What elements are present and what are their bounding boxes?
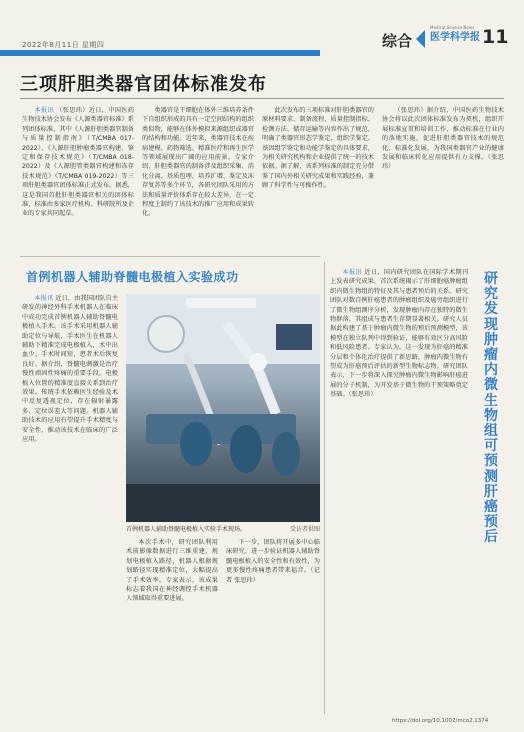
issue-date: 2022年8月11日 星期四 <box>22 41 105 49</box>
article3-byline: 本报讯 <box>342 269 362 276</box>
section-arrow-icon <box>416 30 425 48</box>
article3-text: 近日，国内研究团队在国际学术期刊上发表研究成果，首次系统揭示了肝细胞癌肿瘤组织内微生物组的特征及其与患者预后的关系。研究团队对数百例肝癌患者的肿瘤组织及癌旁组织进行了微生物组测序分析，发现肿瘤内存在独特的微生物群落，其组成与患者生存期显著相关。研究人员据此构建了基于肿瘤内微生物的预后预测模型，该模型在独立队列中得到验证，能够有效区分高风险和低风险患者。专家认为，这一发现为肝癌的精准分层和个体化治疗提供了新思路，肿瘤内微生物有望成为肝癌预后评估的新型生物标志物。研究团队表示，下一步将深入探究肿瘤内微生物影响肝癌进展的分子机制，为开发基于微生物的干预策略奠定基础。 <box>330 269 468 399</box>
surgery-photo <box>126 294 320 522</box>
doi-link[interactable]: https://doi.org/10.1002/mco2.1374 <box>392 718 489 724</box>
article1-text-2: 类器官是干细胞在体外三维培养条件下自组织形成的具有一定空间结构的组织类似物，能够在体外模拟来源组织或器官的结构和功能。近年来，类器官技术在疾病建模、药物筛选、精准医疗和再生医学等领域展现出广阔的应用前景。专家介绍，肝胆类器官的制备涉及组织采集、消化分离、基质包埋、培养扩增、鉴定及冻存复苏等多个环节，各研究团队采用的方法和质量评价体系存在较大差异，在一定程度上制约了该技术的推广应用和成果转化。 <box>142 107 254 218</box>
operating-room-illustration <box>126 294 320 522</box>
article2-column-1 <box>22 294 118 714</box>
article2-column-2 <box>126 538 218 714</box>
article-divider <box>20 256 320 257</box>
article2-byline: 本报讯 <box>34 295 54 302</box>
article2-text-1: 近日，由我国团队自主研发的神经外科手术机器人在临床中成功完成首例机器人辅助脊髓电极植入手术。该手术采用机器人辅助定位与导航，手术医生在机器人辅助下精准完成电极植入，术中出血少、手术时间短，患者术后恢复良好。据介绍，脊髓电刺激是治疗慢性顽固性疼痛的重要手段，电极植入位置的精准度直接关系到治疗效果。传统手术依赖医生经验及术中反复透视定位，存在辐射暴露多、定位误差大等问题。机器人辅助技术的应用有望提升手术精度与安全性，推动该技术在临床的广泛应用。 <box>22 295 118 444</box>
article3-credit: （张思玮） <box>348 391 377 399</box>
header-rule <box>0 50 320 56</box>
newspaper-brand <box>430 25 480 51</box>
article1-text-1: 近日，中国医药生物技术协会发布《人源类器官标准》系列团体标准，其中《人源肝胆类器官制备与质量控制指南》（T/CMBA 017-2022）、《人源肝胆肿瘤类器官构建、鉴定和保存技术规范》（T/CMBA 018-2022）及《人源胆管类器官构建和冻存技术规范》（T/CMBA 019-2022）等三项肝胆类器官团体标准正式发布。据悉，这是我国首批肝胆类器官相关的团体标准，标准由多家医疗机构、科研院所及企业的专家共同起草。 <box>22 107 134 218</box>
section-title: 综合 <box>382 32 413 50</box>
photo-credit: 受访者供图 <box>289 526 320 533</box>
article2-text-2: 本次手术中，研究团队利用术前影像数据进行三维重建，规划电极植入路径，机器人根据规划路径实现精准定位，大幅提高了手术效率。专家表示，该成果标志着我国在神经调控手术机器人领域取得重要进展。 <box>126 539 218 603</box>
photo-caption <box>126 524 320 533</box>
article1-byline: 本报讯 <box>34 107 54 114</box>
brand-chinese: 医学科学报 <box>430 32 480 43</box>
article1-text-3: 此次发布的三项标准对肝胆类器官的原材料要求、制备流程、质量控制指标、检测方法、储存运输等内容作出了规范，明确了类器官形态学鉴定、组织学鉴定、基因组学鉴定和功能学鉴定的具体要求，为相关研究机构和企业提供了统一的技术依据。据了解，该系列标准的制定充分借鉴了国内外相关研究成果和实践经验，兼顾了科学性与可操作性。 <box>262 107 374 190</box>
photo-caption-text: 首例机器人辅助脊髓电极植入实验手术现场。 <box>126 526 247 533</box>
headline-divider <box>20 98 504 99</box>
article1-headline: 三项肝胆类器官团体标准发布 <box>20 74 267 95</box>
column-divider <box>324 262 325 714</box>
article1-credit: （张思玮） <box>56 107 89 114</box>
article2-column-3 <box>226 538 320 714</box>
article2-headline: 首例机器人辅助脊髓电极植入实验成功 <box>26 270 239 284</box>
brand-english: Medical Science News <box>430 25 475 30</box>
article2-text-3: 下一步，团队将开展多中心临床研究，进一步验证机器人辅助脊髓电极植入的安全性和有效性，为更多慢性疼痛患者带来福音。（记者 张思玮） <box>226 539 320 584</box>
article3-headline: 研究发现肿瘤内微生物组可预测肝癌预后 <box>484 271 498 546</box>
page-number: 11 <box>482 26 509 48</box>
article3-body <box>330 268 468 714</box>
article1-text-4: （张思玮）据介绍，中国医药生物技术协会将以此次团体标准发布为契机，组织开展标准宣贯和培训工作，推动标准在行业内的落地实施，促进肝胆类器官技术的规范化、标准化发展，为我国类器官产业的健康发展和临床转化应用提供有力支撑。（张思玮） <box>382 107 504 171</box>
